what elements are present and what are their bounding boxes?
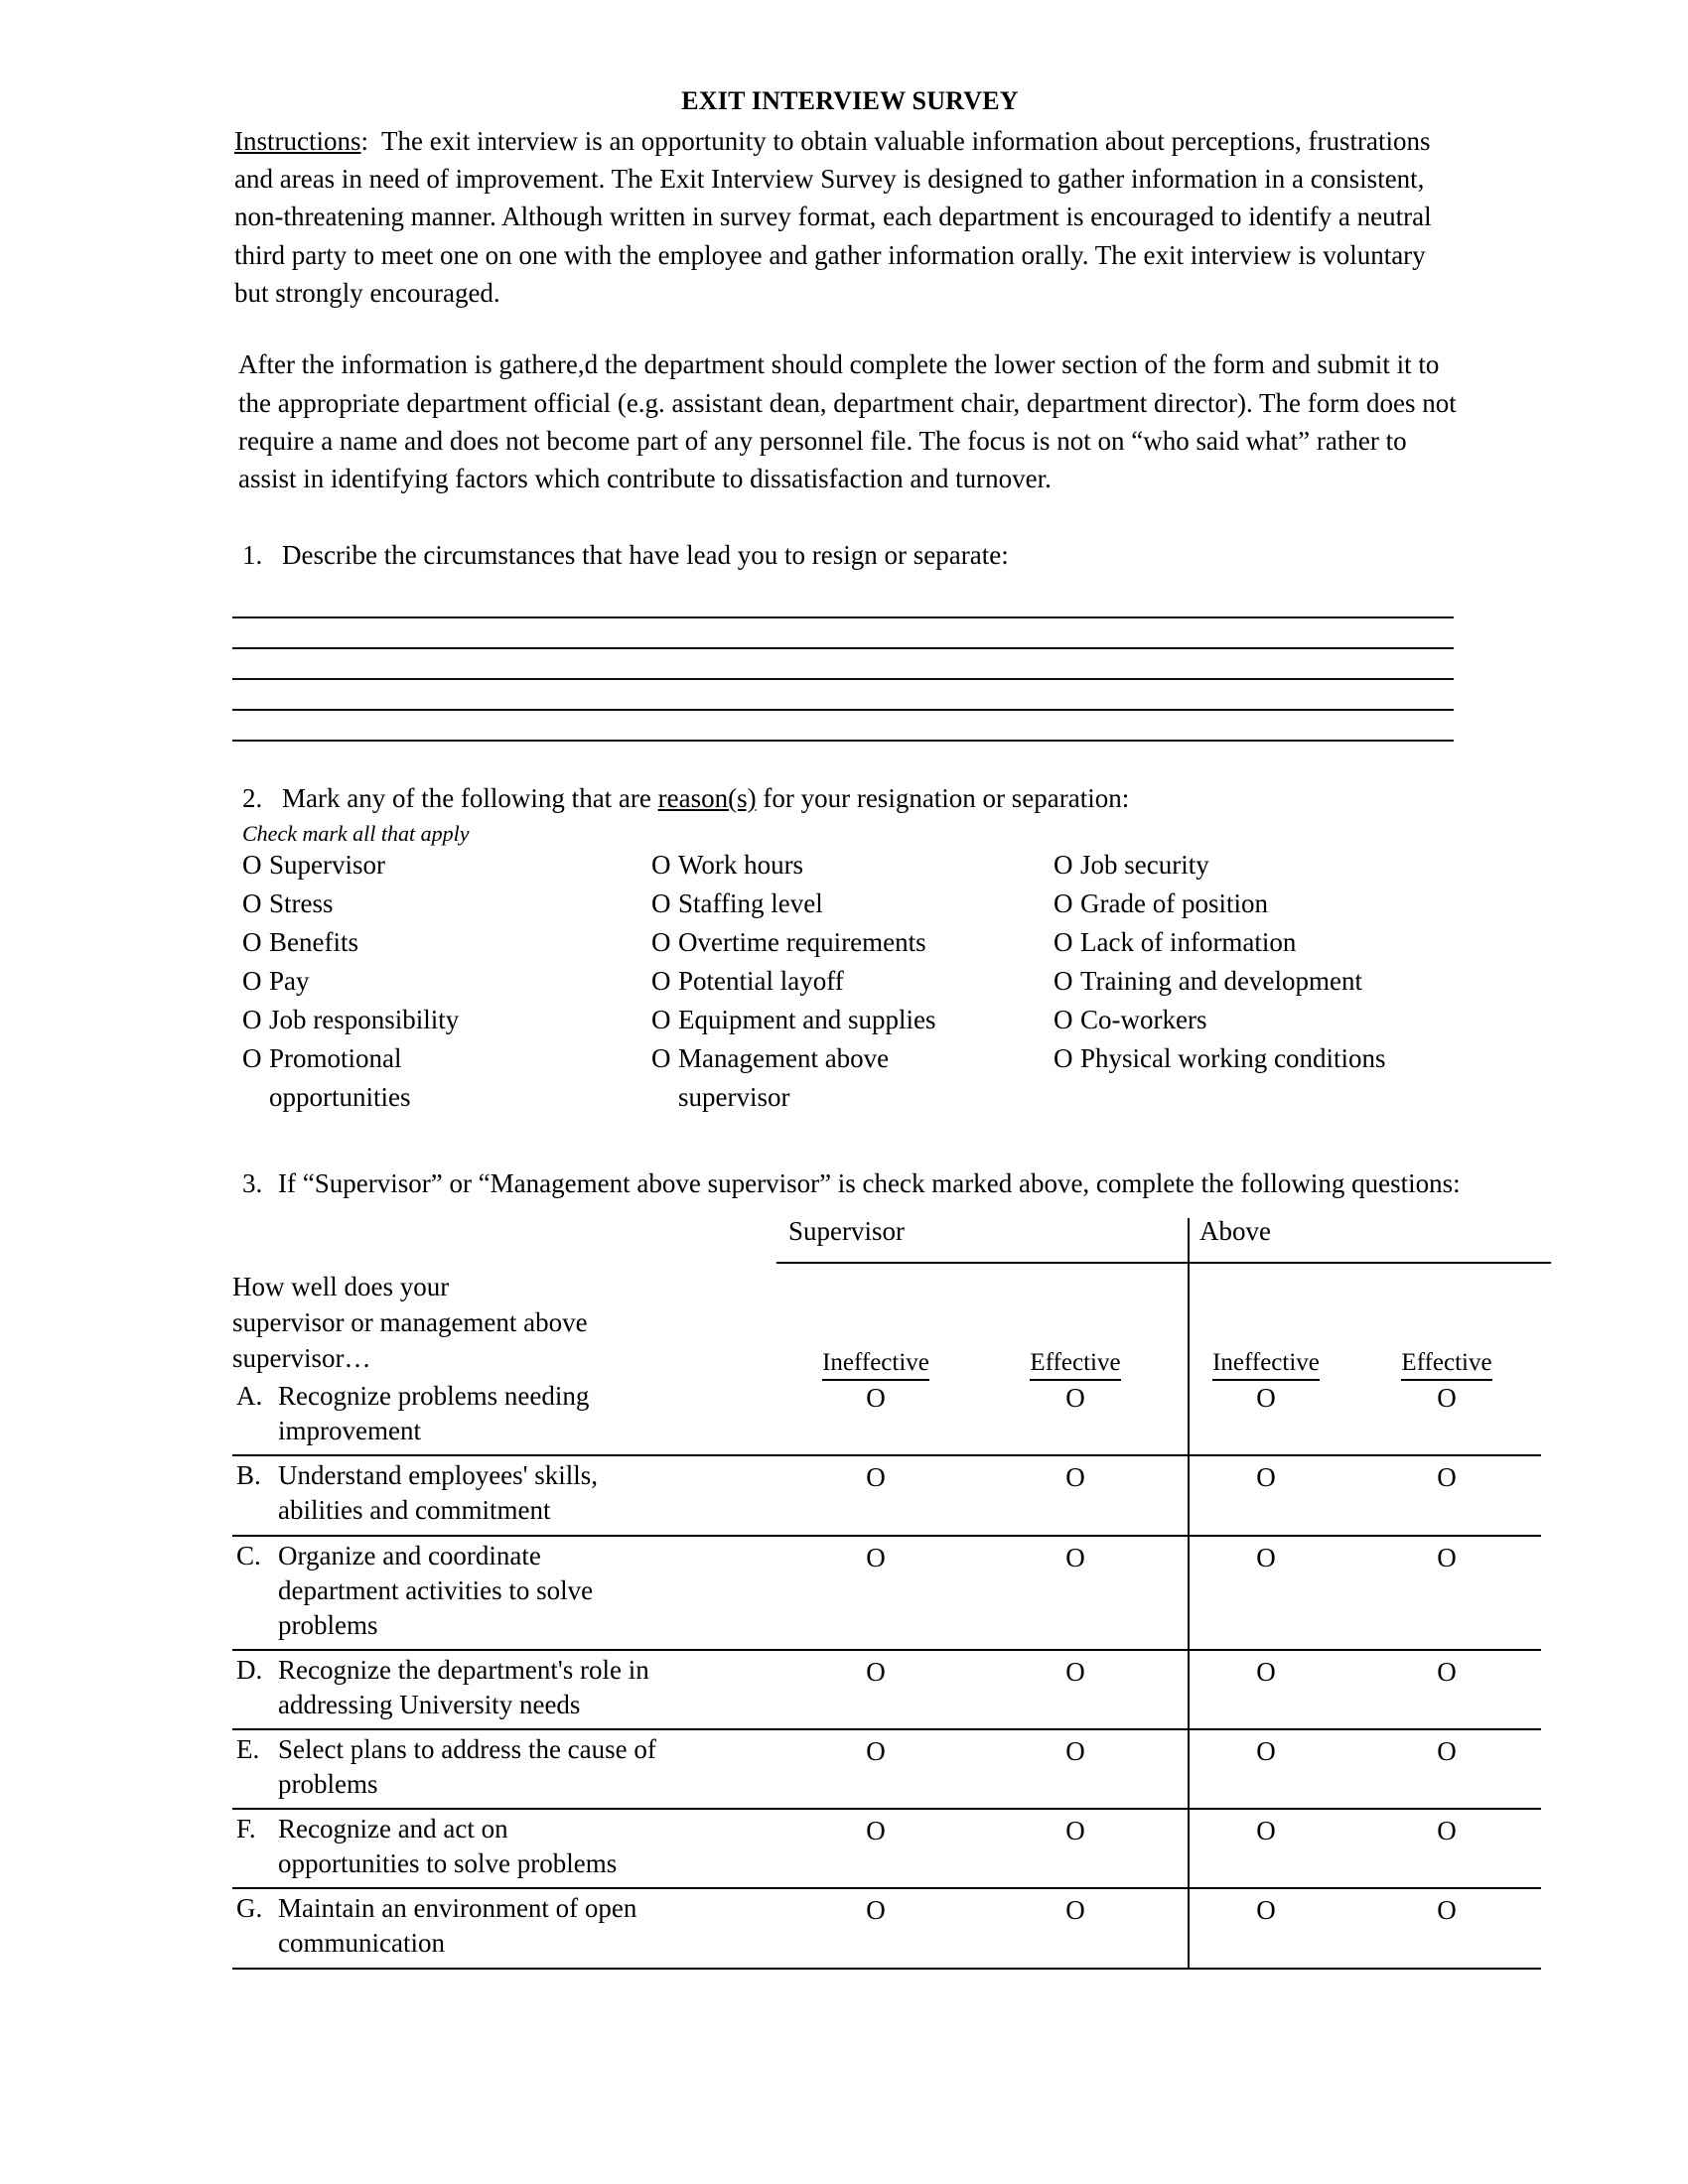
reason-option[interactable]: [242, 1006, 651, 1044]
circle-option-icon[interactable]: O: [651, 1005, 671, 1035]
rating-row-text-line: problems: [278, 1769, 378, 1800]
answer-blank-line[interactable]: [232, 680, 1454, 711]
mark-above-ineffective[interactable]: O: [1256, 1895, 1276, 1926]
rating-row-text-line: Recognize problems needing: [278, 1381, 590, 1412]
rating-row-text-line: addressing University needs: [278, 1689, 581, 1719]
rating-row-text-line: opportunities to solve problems: [278, 1848, 618, 1879]
table-row: [232, 1730, 1541, 1810]
reason-option-label: Overtime requirements: [678, 927, 926, 958]
stem-line-1: How well does your: [232, 1272, 450, 1302]
subheader-above-ineffective: [1176, 1350, 1356, 1375]
question-2-text-before: Mark any of the following that are: [282, 782, 658, 813]
rating-table-subheader-row: [776, 1264, 1541, 1377]
reason-option-label: Pay: [269, 966, 310, 997]
question-3: [234, 1165, 1466, 1202]
document-body: [232, 0, 1492, 1970]
reason-option[interactable]: [1054, 1006, 1471, 1044]
rating-row-text-line: communication: [278, 1928, 445, 1959]
rating-table-stem-row: [232, 1264, 1541, 1377]
subheader-label: Effective: [1030, 1349, 1120, 1381]
rating-row-marks: [776, 1537, 1541, 1649]
rating-row-marks: [776, 1889, 1541, 1967]
question-3-text: If “Supervisor” or “Management above supervisor” is check marked above, complete the following questions:: [278, 1168, 1461, 1199]
reason-option-label: Benefits: [269, 927, 358, 958]
table-row: [232, 1810, 1541, 1889]
rating-row-text-line: improvement: [278, 1416, 421, 1446]
rating-row-marks: [776, 1651, 1541, 1728]
reason-option[interactable]: [1054, 928, 1471, 967]
reason-option-label: Stress: [269, 888, 334, 919]
reason-option-label: Management above: [678, 1043, 890, 1074]
reason-option-label: Staffing level: [678, 888, 823, 919]
circle-option-icon[interactable]: O: [1054, 850, 1073, 881]
reason-option-label: Potential layoff: [678, 966, 844, 997]
rating-row-label: [232, 1730, 776, 1808]
question-2-text: [282, 779, 1466, 817]
circle-option-icon[interactable]: O: [242, 927, 262, 958]
reason-option[interactable]: [242, 1044, 651, 1083]
mark-supervisor-ineffective[interactable]: O: [866, 1736, 886, 1767]
answer-blank-line[interactable]: [232, 618, 1454, 649]
circle-option-icon[interactable]: O: [651, 966, 671, 997]
rating-row-label: [232, 1377, 776, 1454]
mark-supervisor-ineffective[interactable]: O: [866, 1656, 886, 1687]
reason-options-column-2: [651, 851, 1054, 1122]
circle-option-icon[interactable]: O: [242, 1005, 262, 1035]
mark-supervisor-effective[interactable]: O: [1065, 1383, 1085, 1414]
circle-option-icon[interactable]: O: [651, 927, 671, 958]
reason-option[interactable]: [1054, 889, 1471, 928]
reason-option-label: Lack of information: [1080, 927, 1297, 958]
mark-above-ineffective[interactable]: O: [1256, 1383, 1276, 1414]
question-3-number: 3.: [242, 1168, 263, 1199]
rating-row-text: [278, 1458, 776, 1528]
rating-row-text-line: Maintain an environment of open: [278, 1893, 637, 1924]
rating-row-text-line: abilities and commitment: [278, 1495, 551, 1526]
table-row: [232, 1889, 1541, 1969]
question-1-text: Describe the circumstances that have lead you to resign or separate:: [282, 539, 1009, 570]
rating-row-label: [232, 1456, 776, 1534]
rating-row-text: [278, 1891, 776, 1961]
submission-paragraph: After the information is gathere,d the department should complete the lower section of the form and submit it to the appropriate department official (e.g. assistant dean, department chair, department director). The form does not require a name and does not become part of any personnel file. The focus is not on “who said what” rather to assist in identifying factors which contribute to dissatisfaction and turnover.: [238, 349, 1457, 494]
subheader-supervisor-effective: [975, 1350, 1176, 1375]
mark-above-effective[interactable]: O: [1437, 1816, 1457, 1846]
circle-option-icon[interactable]: O: [242, 850, 262, 881]
rating-row-text-line: Recognize and act on: [278, 1814, 508, 1844]
mark-above-ineffective[interactable]: O: [1256, 1542, 1276, 1572]
rating-row-text: [278, 1379, 776, 1448]
reason-option[interactable]: [1054, 1044, 1471, 1083]
rating-row-text-line: Organize and coordinate: [278, 1540, 541, 1570]
mark-above-effective[interactable]: O: [1437, 1542, 1457, 1572]
subheader-label: Ineffective: [822, 1349, 929, 1381]
group-header-supervisor: Supervisor: [776, 1218, 1188, 1264]
mark-above-effective[interactable]: O: [1437, 1383, 1457, 1414]
rating-row-marks: [776, 1377, 1541, 1454]
rating-row-label: [232, 1810, 776, 1887]
question-1-answer-lines[interactable]: [232, 588, 1454, 742]
table-row: [232, 1651, 1541, 1730]
table-row: [232, 1377, 1541, 1456]
reason-option[interactable]: [1054, 967, 1471, 1006]
rating-row-letter: C.: [236, 1540, 261, 1570]
reason-option-label-continued: supervisor: [678, 1082, 790, 1113]
rating-row-text-line: Select plans to address the cause of: [278, 1734, 656, 1765]
mark-supervisor-ineffective[interactable]: O: [866, 1816, 886, 1846]
rating-row-text: [278, 1653, 776, 1722]
circle-option-icon[interactable]: O: [1054, 1043, 1073, 1074]
subheader-above-effective: [1356, 1350, 1537, 1375]
reason-option-label: Promotional: [269, 1043, 402, 1074]
instructions-colon: :: [360, 125, 369, 156]
reason-option[interactable]: [242, 928, 651, 967]
question-1-number: 1.: [242, 539, 263, 570]
instructions-text: The exit interview is an opportunity to obtain valuable information about perceptions, frustrations and areas in need of improvement. The Exit Interview Survey is designed to gather information in a consistent, non-threatening manner. Although written in survey format, each department is encouraged to identify a neutral third party to meet one on one with the employee and gather information orally. The exit interview is voluntary but strongly encouraged.: [234, 125, 1432, 308]
rating-row-marks: [776, 1730, 1541, 1808]
circle-option-icon[interactable]: O: [1054, 1005, 1073, 1035]
rating-row-text: [278, 1812, 776, 1881]
circle-option-icon[interactable]: O: [651, 888, 671, 919]
reason-option[interactable]: [242, 851, 651, 889]
reason-option[interactable]: [651, 967, 1054, 1006]
answer-blank-line[interactable]: [232, 649, 1454, 680]
reason-option[interactable]: [651, 1044, 1054, 1083]
reason-option[interactable]: [651, 851, 1054, 889]
mark-above-effective[interactable]: O: [1437, 1656, 1457, 1687]
rating-row-text-line: Recognize the department's role in: [278, 1654, 649, 1685]
mark-above-ineffective[interactable]: O: [1256, 1656, 1276, 1687]
rating-row-marks: [776, 1456, 1541, 1534]
circle-option-icon[interactable]: O: [651, 850, 671, 881]
reason-option-label: Co-workers: [1080, 1005, 1207, 1035]
reason-option[interactable]: [651, 889, 1054, 928]
mark-above-ineffective[interactable]: O: [1256, 1736, 1276, 1767]
mark-supervisor-ineffective[interactable]: O: [866, 1462, 886, 1493]
rating-row-letter: G.: [236, 1893, 263, 1924]
rating-row-letter: B.: [236, 1460, 261, 1491]
question-2-underlined: reason(s): [657, 782, 757, 813]
question-2-number: 2.: [242, 782, 263, 813]
circle-option-icon[interactable]: O: [1054, 927, 1073, 958]
rating-row-marks: [776, 1810, 1541, 1887]
rating-row-text-line: department activities to solve: [278, 1574, 594, 1605]
rating-row-letter: A.: [236, 1381, 263, 1412]
rating-row-text: [278, 1539, 776, 1643]
mark-above-ineffective[interactable]: O: [1256, 1462, 1276, 1493]
reason-option-label: Work hours: [678, 850, 804, 881]
reason-option-label: Training and development: [1080, 966, 1362, 997]
stem-line-3: supervisor…: [232, 1343, 371, 1374]
rating-table-rows: [232, 1377, 1541, 1969]
group-header-above: Above: [1188, 1218, 1551, 1264]
circle-option-icon[interactable]: O: [242, 888, 262, 919]
reason-option[interactable]: [1054, 851, 1471, 889]
reason-option[interactable]: [242, 889, 651, 928]
reason-options-column-3: [1054, 851, 1471, 1122]
mark-supervisor-effective[interactable]: O: [1065, 1895, 1085, 1926]
group-header-spacer: [232, 1218, 776, 1264]
circle-option-icon[interactable]: O: [1054, 888, 1073, 919]
table-row: [232, 1456, 1541, 1536]
rating-row-text-line: problems: [278, 1609, 378, 1640]
subheader-label: Ineffective: [1212, 1349, 1320, 1381]
mark-supervisor-effective[interactable]: O: [1065, 1462, 1085, 1493]
mark-above-effective[interactable]: O: [1437, 1895, 1457, 1926]
check-mark-note: Check mark all that apply: [242, 821, 470, 847]
answer-blank-line[interactable]: [232, 711, 1454, 742]
reason-option[interactable]: [651, 1006, 1054, 1044]
reason-option-label: Physical working conditions: [1080, 1043, 1386, 1074]
reason-option-label: Job responsibility: [269, 1005, 460, 1035]
table-row: [232, 1537, 1541, 1651]
mark-supervisor-effective[interactable]: O: [1065, 1736, 1085, 1767]
mark-supervisor-effective[interactable]: O: [1065, 1656, 1085, 1687]
mark-supervisor-ineffective[interactable]: O: [866, 1895, 886, 1926]
subheader-label: Effective: [1401, 1349, 1491, 1381]
instructions-label: Instructions: [234, 125, 361, 156]
rating-row-text: [278, 1732, 776, 1802]
mark-supervisor-effective[interactable]: O: [1065, 1816, 1085, 1846]
reason-option[interactable]: [651, 928, 1054, 967]
stem-line-2: supervisor or management above: [232, 1307, 588, 1338]
reason-option[interactable]: [242, 967, 651, 1006]
question-2: [234, 779, 1466, 817]
question-2-text-after: for your resignation or separation:: [756, 782, 1130, 813]
circle-option-icon[interactable]: O: [242, 1043, 262, 1074]
mark-above-effective[interactable]: O: [1437, 1736, 1457, 1767]
rating-table-stem: [232, 1264, 776, 1377]
reason-option-label: Grade of position: [1080, 888, 1268, 919]
reason-option-label: Equipment and supplies: [678, 1005, 936, 1035]
mark-supervisor-ineffective[interactable]: O: [866, 1542, 886, 1572]
rating-row-letter: F.: [236, 1814, 256, 1844]
rating-table: [232, 1218, 1541, 1969]
reason-options-column-1: [242, 851, 651, 1122]
reason-option-label-continued: opportunities: [269, 1082, 411, 1113]
rating-row-text-line: Understand employees' skills,: [278, 1460, 599, 1491]
reason-options-grid: [234, 851, 1466, 1122]
mark-above-ineffective[interactable]: O: [1256, 1816, 1276, 1846]
rating-row-label: [232, 1889, 776, 1967]
mark-supervisor-ineffective[interactable]: O: [866, 1383, 886, 1414]
rating-table-group-header-row: [232, 1218, 1541, 1264]
mark-above-effective[interactable]: O: [1437, 1462, 1457, 1493]
subheader-supervisor-ineffective: [776, 1350, 975, 1375]
mark-supervisor-effective[interactable]: O: [1065, 1542, 1085, 1572]
instructions-paragraph: [234, 122, 1466, 313]
question-1: [234, 536, 1466, 574]
reason-option-label: Supervisor: [269, 850, 385, 881]
circle-option-icon[interactable]: O: [1054, 966, 1073, 997]
circle-option-icon[interactable]: O: [651, 1043, 671, 1074]
rating-row-label: [232, 1537, 776, 1649]
rating-row-letter: E.: [236, 1734, 260, 1765]
rating-row-label: [232, 1651, 776, 1728]
rating-row-letter: D.: [236, 1654, 263, 1685]
page-title: EXIT INTERVIEW SURVEY: [681, 86, 1019, 115]
circle-option-icon[interactable]: O: [242, 966, 262, 997]
answer-blank-line[interactable]: [232, 588, 1454, 618]
reason-option-label: Job security: [1080, 850, 1209, 881]
